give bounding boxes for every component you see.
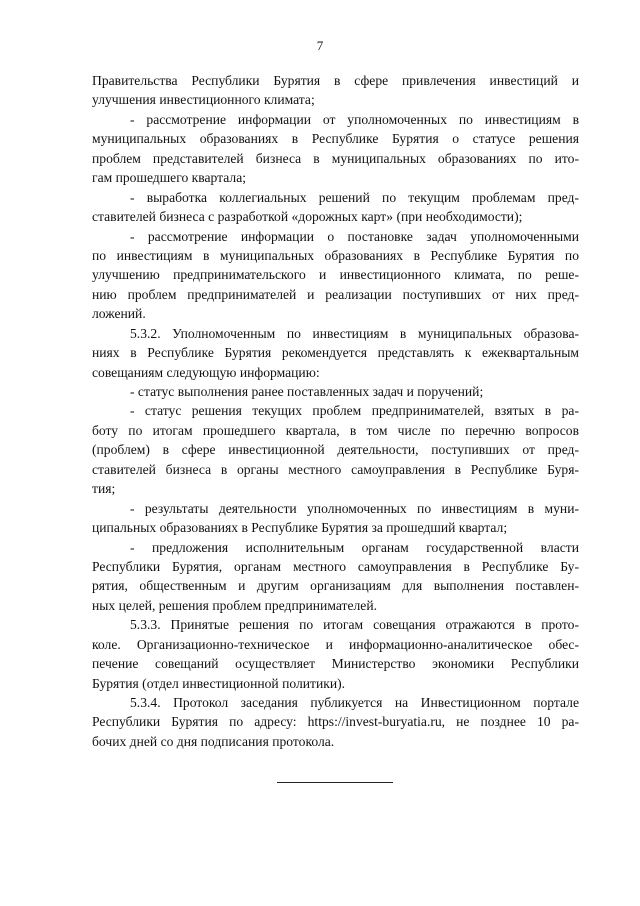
text-line: (проблем) в сфере инвестиционной деятельности, поступивших от пред- bbox=[92, 442, 579, 458]
body-text bbox=[92, 71, 579, 751]
text-line: улучшения инвестиционного климата; bbox=[92, 92, 315, 108]
text-line: - результаты деятельности уполномоченных по инвестициям в муни- bbox=[130, 500, 579, 516]
text-line: ных целей, решения проблем предпринимателей. bbox=[92, 597, 377, 613]
text-line: - рассмотрение информации от уполномоченных по инвестициям в bbox=[130, 111, 579, 127]
closing-separator-line bbox=[277, 782, 393, 783]
text-line: ставителей бизнеса с разработкой «дорожных карт» (при необходимости); bbox=[92, 209, 523, 225]
page-number: 7 bbox=[316, 38, 324, 53]
text-line: бочих дней со дня подписания протокола. bbox=[92, 733, 335, 749]
text-line: коле. Организационно-техническое и информационно-аналитическое обес- bbox=[92, 636, 579, 652]
text-line: Республики Бурятия, органам местного самоуправления в Республике Бу- bbox=[92, 558, 579, 574]
text-line: - статус выполнения ранее поставленных задач и поручений; bbox=[130, 384, 484, 399]
text-line: - рассмотрение информации о постановке задач уполномоченными bbox=[130, 228, 579, 244]
text-line: боту по итогам прошедшего квартала, в том числе по перечню вопросов bbox=[92, 422, 579, 438]
text-line: Республики Бурятия по адресу: https://invest-buryatia.ru, не позднее 10 ра- bbox=[92, 714, 579, 730]
text-line: нию проблем предпринимателей и реализации поступивших от них пред- bbox=[92, 286, 579, 302]
text-line: улучшению предпринимательского и инвестиционного климата, по реше- bbox=[92, 267, 579, 283]
text-line: рятия, общественным и другим организациям для выполнения поставлен- bbox=[92, 578, 579, 594]
text-line: ложений. bbox=[92, 306, 146, 322]
text-line: 5.3.4. Протокол заседания публикуется на Инвестиционном портале bbox=[130, 695, 579, 710]
text-line: Бурятия (отдел инвестиционной политики). bbox=[92, 675, 346, 691]
text-line: совещаниям следующую информацию: bbox=[92, 364, 320, 380]
text-line: гам прошедшего квартала; bbox=[92, 170, 246, 186]
text-line: муниципальных образованиях в Республике Бурятия о статусе решения bbox=[92, 131, 579, 147]
text-line: ниях в Республике Бурятия рекомендуется представлять к ежеквартальным bbox=[92, 345, 579, 361]
text-line: - предложения исполнительным органам государственной власти bbox=[130, 539, 579, 555]
text-line: ципальных образованиях в Республике Бурятия за прошедший квартал; bbox=[92, 520, 508, 536]
text-line: ставителей бизнеса в органы местного самоуправления в Республике Буря- bbox=[92, 461, 579, 477]
text-line: по инвестициям в муниципальных образованиях в Республике Бурятия по bbox=[92, 247, 579, 263]
text-line: 5.3.3. Принятые решения по итогам совещания отражаются в прото- bbox=[130, 617, 579, 633]
text-line: тия; bbox=[92, 481, 116, 497]
text-line: Правительства Республики Бурятия в сфере привлечения инвестиций и bbox=[92, 73, 579, 88]
text-line: - выработка коллегиальных решений по текущим проблемам пред- bbox=[130, 189, 579, 205]
text-line: 5.3.2. Уполномоченным по инвестициям в муниципальных образова- bbox=[130, 325, 579, 341]
text-line: - статус решения текущих проблем предпринимателей, взятых в ра- bbox=[130, 403, 579, 419]
text-line: печение совещаний осуществляет Министерство экономики Республики bbox=[92, 656, 579, 672]
text-line: проблем представителей бизнеса в муниципальных образованиях по ито- bbox=[92, 150, 579, 166]
